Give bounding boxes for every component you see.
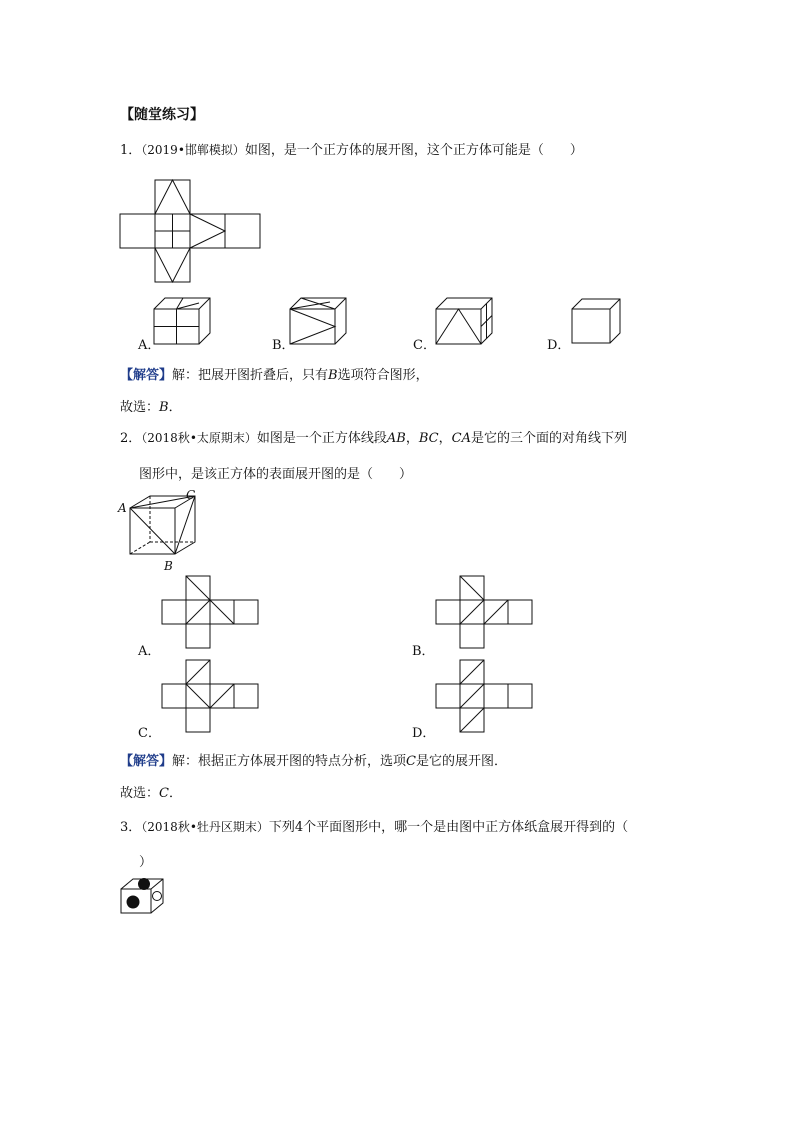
question-1-number: 1． — [120, 143, 142, 158]
q2-label-a: A — [118, 501, 127, 515]
q2-sep2: ， — [438, 431, 452, 446]
q2-option-d-net[interactable] — [436, 660, 532, 732]
question-2-text-b: 是它的三个面的对角线下列 — [471, 431, 628, 446]
question-2-stem — [120, 427, 627, 446]
q1-option-c-cube[interactable] — [436, 298, 492, 346]
q1-choice — [120, 396, 182, 415]
q2-option-a-net[interactable] — [162, 576, 258, 648]
q1-option-a-cube[interactable] — [154, 298, 210, 346]
question-2-number: 2． — [120, 431, 142, 446]
q1-answer-var: B — [328, 368, 338, 383]
q1-answer-text-a: 解：把展开图折叠后，只有 — [172, 368, 329, 383]
q2-var-ab: AB — [386, 431, 406, 446]
q1-answer-tag: 【解答】 — [120, 368, 173, 383]
q1-choice-var: B — [159, 400, 169, 415]
question-1-stem — [120, 139, 583, 158]
question-2-text-a: 如图是一个正方体线段 — [256, 431, 387, 446]
q2-option-d-label[interactable]: D． — [412, 726, 436, 741]
q1-option-a-label[interactable]: A． — [138, 338, 161, 353]
q2-cube-figure — [118, 488, 202, 574]
q2-choice-var: C — [159, 786, 169, 801]
q2-option-b-label[interactable]: B． — [412, 644, 435, 659]
q2-answer-var: C — [406, 754, 416, 769]
q1-choice-suffix: ． — [168, 400, 182, 415]
question-2-source: （2018秋•太原期末） — [141, 431, 257, 445]
question-3-stem — [120, 816, 628, 835]
q2-label-b: B — [164, 559, 173, 573]
q2-option-c-label[interactable]: C． — [138, 726, 161, 741]
question-3-number: 3． — [120, 820, 142, 835]
q2-var-bc: BC — [418, 431, 439, 446]
q1-answer — [120, 364, 429, 383]
section-title: 【随堂练习】 — [120, 107, 204, 123]
question-3-text: 下列4个平面图形中，哪一个是由图中正方体纸盒展开得到的（ — [268, 820, 629, 835]
q2-label-c: C — [186, 488, 196, 502]
question-3-source: （2018秋•牡丹区期末） — [141, 820, 269, 834]
question-1-source: （2019•邯郸模拟） — [141, 143, 245, 157]
q2-answer-text-a: 解：根据正方体展开图的特点分析，选项 — [172, 754, 407, 769]
question-1-text: 如图，是一个正方体的展开图，这个正方体可能是（ ） — [244, 143, 583, 158]
q2-sep1: ， — [405, 431, 419, 446]
q2-answer — [120, 750, 507, 769]
q2-choice-suffix: ． — [168, 786, 182, 801]
q1-choice-prefix: 故选： — [120, 400, 160, 415]
q2-var-ca: CA — [451, 431, 471, 446]
q2-option-a-label[interactable]: A． — [138, 644, 161, 659]
q1-cube-net-figure — [120, 180, 260, 284]
q1-option-d-cube[interactable] — [572, 299, 622, 345]
question-2-stem-line2: 图形中，是该正方体的表面展开图的是（ ） — [139, 467, 413, 482]
q1-option-c-label[interactable]: C． — [413, 338, 436, 353]
q1-answer-text-b: 选项符合图形， — [337, 368, 429, 383]
q2-option-c-net[interactable] — [162, 660, 258, 732]
q1-option-b-label[interactable]: B． — [272, 338, 295, 353]
q1-option-d-label[interactable]: D． — [547, 338, 571, 353]
q2-answer-text-b: 是它的展开图． — [415, 754, 507, 769]
q3-dotted-cube-figure — [120, 877, 164, 915]
question-3-stem-line2: ） — [139, 855, 153, 870]
q1-option-b-cube[interactable] — [290, 298, 346, 346]
q2-choice — [120, 782, 182, 801]
q2-option-b-net[interactable] — [436, 576, 532, 648]
q2-choice-prefix: 故选： — [120, 786, 160, 801]
q2-answer-tag: 【解答】 — [120, 754, 173, 769]
